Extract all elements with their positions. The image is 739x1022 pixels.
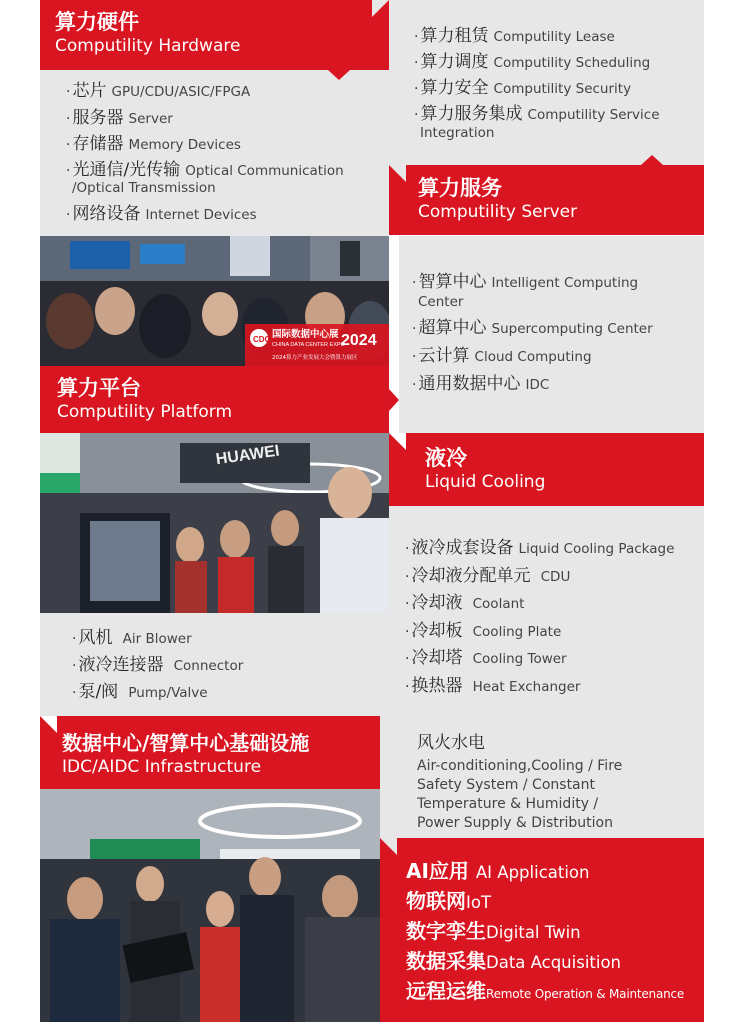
cooling-corner-fold [389,433,406,450]
expo-crowd-photo [40,236,389,366]
expo-year: 2024 [341,332,377,349]
server-title-zh: 算力服务 [418,176,502,200]
list-item: · 智算中心 Intelligent Computing [412,272,639,292]
app-row: AI应用 AI Application [406,859,590,883]
infra-title-zh: 数据中心/智算中心基础设施 [62,731,310,755]
apps-corner-fold [380,838,397,855]
list-item: · 液冷连接器 Connector [72,655,244,675]
list-item: · 算力租赁 Computility Lease [414,26,615,46]
cooling-left-list [72,629,382,710]
server-header-notch [641,155,663,165]
power-title: 风火水电 [417,733,485,753]
platform-header [40,366,389,433]
apps-panel [380,838,704,1022]
app-row: 数据采集Data Acquisition [406,949,622,973]
list-item: · 液冷成套设备 Liquid Cooling Package [405,538,675,558]
huawei-booth-photo [40,433,389,613]
visitor-laptop-photo [40,789,380,1022]
list-item: · 存储器 Memory Devices [66,134,241,154]
infra-corner-fold [40,716,57,733]
hardware-header-notch [328,70,350,80]
list-item: · 网络设备 Internet Devices [66,204,257,224]
expo-name-zh: 国际数据中心展 [272,329,339,340]
power-line: Air-conditioning,Cooling / Fire [417,758,623,774]
list-item: · 冷却液分配单元 CDU [405,565,571,586]
expo-logo-text: CDCE [253,335,276,344]
power-line: Safety System / Constant [417,777,595,793]
huawei-sign: HUAWEI [214,442,281,469]
platform-title-zh: 算力平台 [57,376,141,400]
power-block [417,731,702,833]
lease-list [414,27,699,143]
expo-subtitle: 2024算力产业发展大会暨算力展区 [272,355,358,361]
list-item: · 芯片 GPU/CDU/ASIC/FPGA [66,81,251,101]
platform-title-en: Computility Platform [57,402,233,422]
list-item: · 冷却液 Coolant [405,593,525,613]
list-item: · 通用数据中心 IDC [412,374,550,394]
list-item-continuation: Center [418,294,464,310]
list-item: · 服务器 Server [66,108,173,128]
server-header [389,165,704,235]
expo-name-en: CHINA DATA CENTER EXPO [272,342,345,348]
hardware-title-en: Computility Hardware [55,36,241,56]
list-item-continuation: Integration [420,125,495,141]
power-line: Power Supply & Distribution [417,815,613,831]
app-row: 物联网IoT [406,889,492,913]
list-item: · 算力服务集成 Computility Service [414,104,660,124]
server-title-en: Computility Server [418,202,578,222]
power-line: Temperature & Humidity / [417,796,599,812]
server-list [412,273,702,403]
hardware-header [40,0,389,70]
infra-header [40,716,380,789]
list-item: · 风机 Air Blower [72,628,192,648]
cooling-title-en: Liquid Cooling [425,472,546,492]
list-item: · 超算中心 Supercomputing Center [412,318,653,338]
server-corner-fold [389,165,406,182]
list-item: · 冷却塔 Cooling Tower [405,648,567,668]
hardware-title-zh: 算力硬件 [55,10,139,34]
list-item: · 冷却板 Cooling Plate [405,620,562,641]
cooling-list [405,539,703,704]
cooling-title-zh: 液冷 [425,446,467,470]
list-item: · 泵/阀 Pump/Valve [72,682,208,702]
list-item: · 算力安全 Computility Security [414,78,632,98]
app-row: 数字孪生Digital Twin [406,919,581,943]
list-item-continuation: /Optical Transmission [72,180,216,196]
infra-title-en: IDC/AIDC Infrastructure [62,757,262,777]
app-row: 远程运维Remote Operation & Maintenance [406,979,685,1003]
list-item: · 光通信/光传输 Optical Communication [66,160,344,180]
list-item: · 算力调度 Computility Scheduling [414,52,651,72]
list-item: · 换热器 Heat Exchanger [405,675,581,696]
platform-header-notch [389,389,399,411]
hardware-list [66,82,388,231]
cooling-header [389,433,704,506]
hardware-corner-fold [372,0,389,17]
list-item: · 云计算 Cloud Computing [412,346,592,366]
